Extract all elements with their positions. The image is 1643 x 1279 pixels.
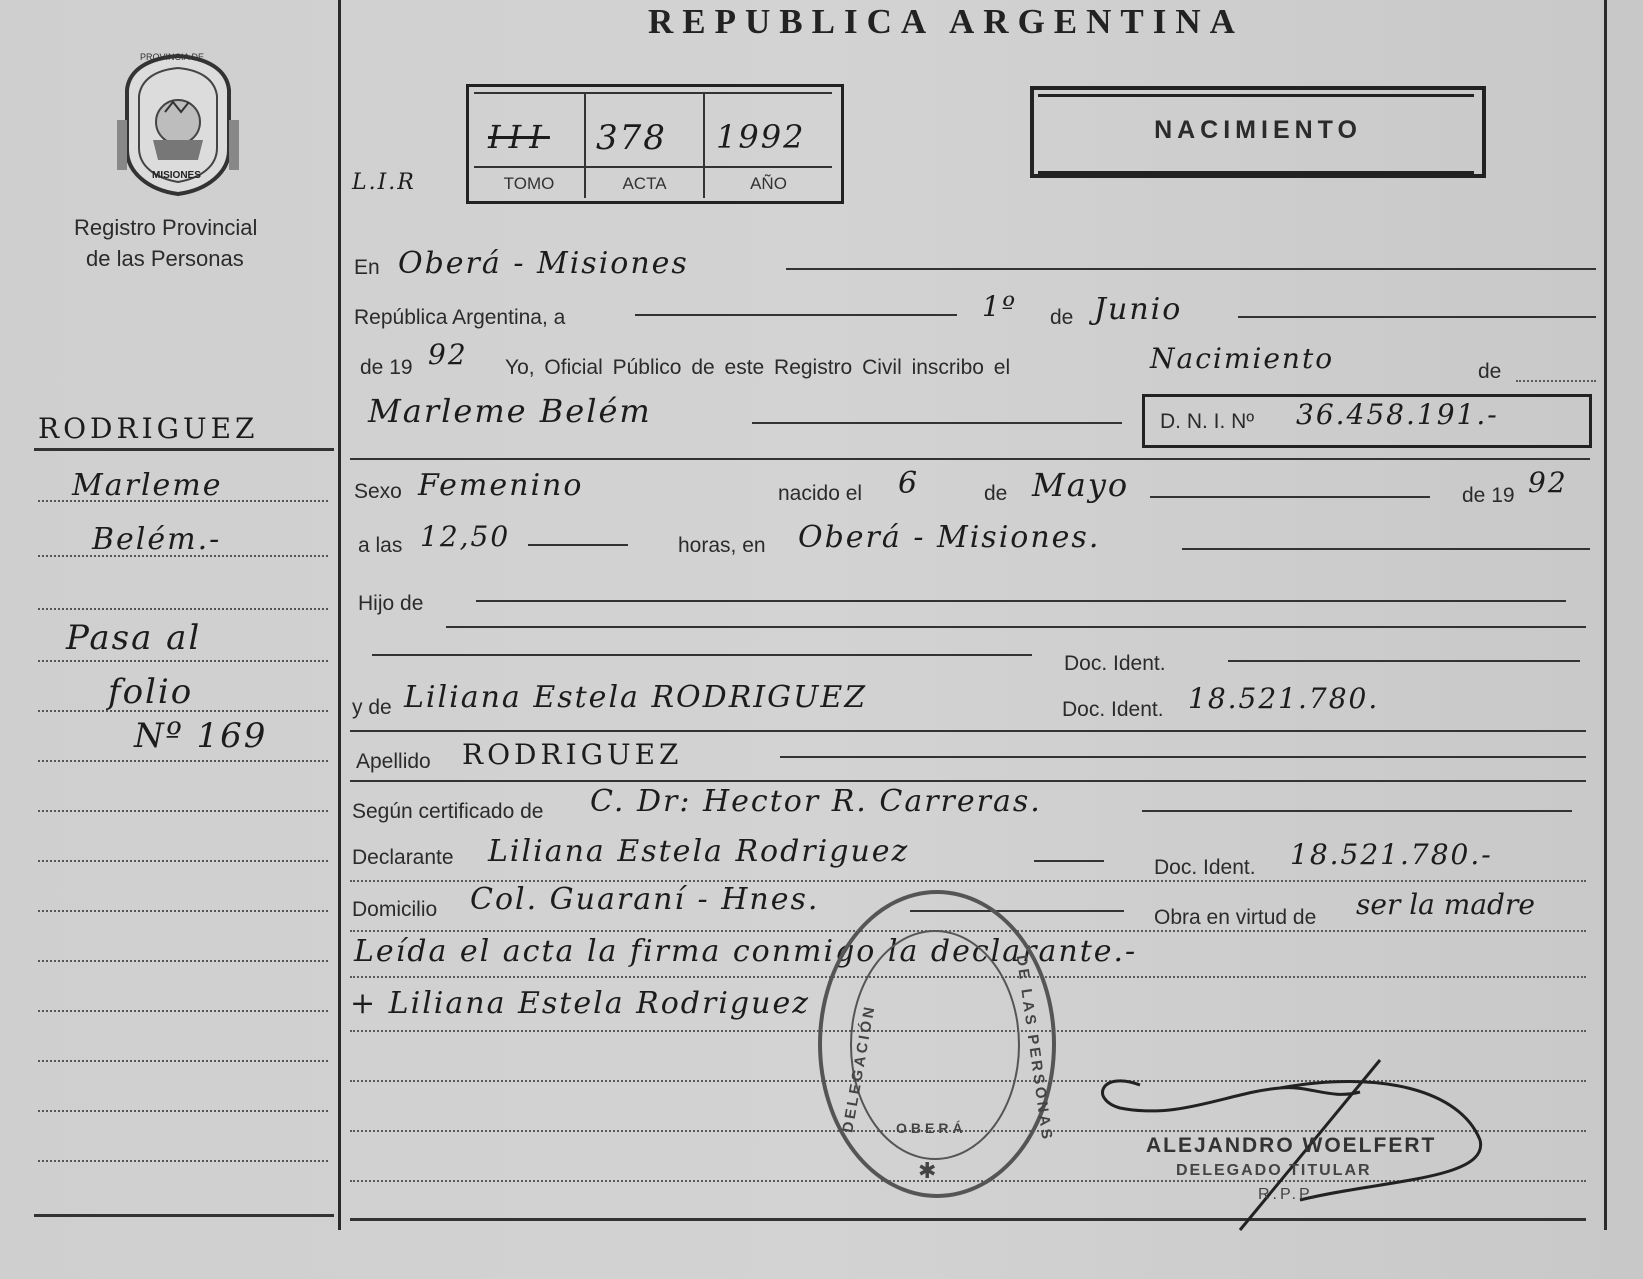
stamp-left-text: DELEGACIÓN (839, 1003, 879, 1134)
month-value: Junio (1094, 292, 1183, 327)
record-index-inner-top (474, 92, 832, 94)
doc-ident-label-3: Doc. Ident. (1154, 856, 1256, 879)
mother-name-value: Liliana Estela RODRIGUEZ (404, 680, 868, 715)
declarante-value: Liliana Estela Rodriguez (488, 834, 910, 869)
margin-line (38, 710, 328, 712)
margin-given-1: Marleme (72, 468, 223, 503)
margin-surname-line (34, 448, 334, 451)
mother-line (350, 730, 1586, 732)
official-org: R.P.P. (1258, 1186, 1319, 1203)
margin-line (38, 1160, 328, 1162)
en-label: En (354, 256, 380, 279)
margin-note-2: folio (108, 672, 194, 712)
registry-name-line1: Registro Provincial (74, 215, 258, 240)
margin-line (38, 960, 328, 962)
apellido-label: Apellido (356, 750, 431, 773)
margin-line (38, 608, 328, 610)
time-value: 12,50 (420, 520, 511, 553)
father-line (372, 654, 1032, 656)
record-index-separator (474, 166, 832, 168)
left-column-divider (338, 0, 341, 1230)
obra-value: ser la madre (1356, 888, 1535, 921)
apellido-line (780, 756, 1586, 758)
day-value: 1º (982, 290, 1017, 323)
apellido-value: RODRIGUEZ (462, 738, 683, 771)
republica-label: República Argentina, a (354, 306, 566, 329)
nacido-label: nacido el (778, 482, 863, 505)
birth-place-line (1182, 548, 1590, 550)
dni-value: 36.458.191.- (1296, 398, 1499, 431)
stamp-star-icon: ✱ (918, 1158, 937, 1183)
birth-place-value: Oberá - Misiones. (798, 520, 1101, 555)
margin-surname: RODRIGUEZ (38, 412, 259, 445)
margin-note-3: Nº 169 (134, 716, 268, 756)
yde-label: y de (352, 696, 392, 719)
certificate-line (1142, 810, 1572, 812)
de-label-1: de (1050, 306, 1074, 329)
birth-year-suffix-value: 92 (1528, 466, 1568, 499)
certificate-by-value: C. Dr: Hector R. Carreras. (590, 784, 1042, 819)
seal-bottom-text: MISIONES (152, 170, 201, 181)
margin-line (38, 555, 328, 557)
apellido-line-2 (350, 780, 1586, 782)
registry-name-line2: de las Personas (86, 246, 244, 271)
margin-line (38, 500, 328, 502)
de-label-2: de (1478, 360, 1502, 383)
record-type-label: NACIMIENTO (1154, 116, 1362, 144)
hijo-line-2 (446, 626, 1586, 628)
yo-label: Yo, Oficial Público de este Registro Civil inscribo el (505, 356, 1011, 379)
mother-doc-value: 18.521.780. (1188, 682, 1380, 715)
margin-line (38, 910, 328, 912)
doc-ident-label-1: Doc. Ident. (1064, 652, 1166, 675)
ano-value: 1992 (716, 118, 806, 156)
domicilio-value: Col. Guaraní - Hnes. (470, 882, 820, 917)
margin-given-2: Belém.- (92, 522, 222, 557)
margin-line (38, 1110, 328, 1112)
right-border (1604, 0, 1607, 1230)
seal-top-text: PROVINCIA DE (140, 52, 205, 62)
official-title: DELEGADO TITULAR (1176, 1162, 1372, 1179)
birth-day-value: 6 (898, 466, 920, 501)
birth-month-line (1150, 496, 1430, 498)
year-suffix-value: 92 (428, 338, 468, 371)
horas-label: horas, en (678, 534, 766, 557)
month-line (1238, 316, 1596, 318)
official-name: ALEJANDRO WOELFERT (1146, 1134, 1437, 1157)
de-label-3: de (984, 482, 1008, 505)
reading-note-value: Leída el acta la firma conmigo la declarante.- (354, 934, 1138, 969)
time-line (528, 544, 628, 546)
declarante-label: Declarante (352, 846, 454, 869)
tomo-value: III (488, 118, 550, 156)
declarante-doc-value: 18.521.780.- (1290, 838, 1493, 871)
tomo-label: TOMO (503, 174, 555, 193)
act-type-value: Nacimiento (1150, 342, 1335, 375)
mother-signature: + Liliana Estela Rodriguez (350, 986, 811, 1021)
alas-label: a las (358, 534, 403, 557)
acta-label: ACTA (622, 174, 667, 193)
name-underline (350, 458, 1590, 460)
sexo-value: Femenino (418, 468, 584, 503)
domicilio-label: Domicilio (352, 898, 438, 921)
father-doc-line (1228, 660, 1580, 662)
act-type-dots (1516, 380, 1596, 382)
margin-line (38, 860, 328, 862)
name-line (752, 422, 1122, 424)
place-line (786, 268, 1596, 270)
margin-line (38, 760, 328, 762)
obra-label: Obra en virtud de (1154, 906, 1317, 929)
hijo-line (476, 600, 1566, 602)
sexo-label: Sexo (354, 480, 402, 503)
margin-line (38, 810, 328, 812)
birth-month-value: Mayo (1032, 466, 1130, 504)
ano-label: AÑO (750, 174, 787, 193)
stamp-right-text: DE LAS PERSONAS (1012, 954, 1056, 1143)
name-value: Marleme Belém (368, 392, 652, 430)
margin-line (38, 1010, 328, 1012)
day-line-left (635, 314, 957, 316)
margin-line (38, 660, 328, 662)
margin-note-1: Pasa al (66, 618, 202, 658)
stamp-bottom-text: OBERÁ (896, 1120, 967, 1136)
de19-label-1: de 19 (360, 356, 413, 379)
dni-label: D. N. I. Nº (1160, 410, 1255, 433)
doc-ident-label-2: Doc. Ident. (1062, 698, 1164, 721)
official-signature-script (1100, 1040, 1247, 1080)
segun-label: Según certificado de (352, 800, 544, 823)
acta-value: 378 (596, 118, 667, 158)
margin-line (38, 1060, 328, 1062)
place-value: Oberá - Misiones (398, 246, 689, 281)
hijo-label: Hijo de (358, 592, 424, 615)
country-title: REPUBLICA ARGENTINA (648, 2, 1244, 41)
margin-bottom-rule (34, 1214, 334, 1217)
de19-label-2: de 19 (1462, 484, 1515, 507)
lir-prefix: L.I.R (352, 170, 416, 195)
declarante-line (1034, 860, 1104, 862)
